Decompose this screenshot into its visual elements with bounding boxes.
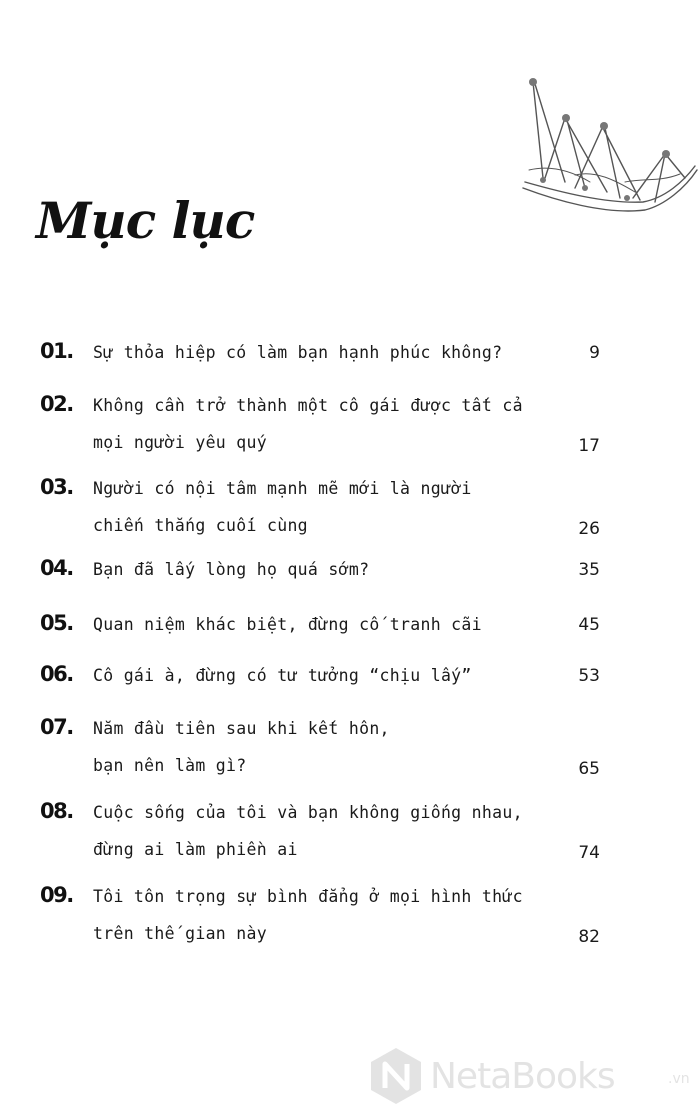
toc-entry-title-line: mọi người yêu quý <box>93 433 267 452</box>
toc-entry-page: 9 <box>589 343 600 363</box>
toc-entry-number: 01. <box>40 339 73 363</box>
page-title: Mục lục <box>36 191 255 250</box>
toc-entry-page: 82 <box>578 927 600 947</box>
toc-entry-title-line: Tôi tôn trọng sự bình đẳng ở mọi hình thức <box>93 887 523 906</box>
toc-entry-page: 35 <box>578 560 600 580</box>
toc-entry-page: 53 <box>578 666 600 686</box>
toc-entry-title-line: Cuộc sống của tôi và bạn không giống nhau, <box>93 803 523 822</box>
watermark-suffix: .vn <box>668 1071 690 1087</box>
toc-entry-number: 02. <box>40 392 73 416</box>
watermark <box>368 1046 698 1106</box>
toc-entry-title-line: Không cần trở thành một cô gái được tất cả <box>93 396 523 415</box>
toc-entry-number: 07. <box>40 715 73 739</box>
toc-entry-number: 08. <box>40 799 73 823</box>
toc-entry-title-line: Quan niệm khác biệt, đừng cố tranh cãi <box>93 615 482 634</box>
toc-entry-title-line: Sự thỏa hiệp có làm bạn hạnh phúc không? <box>93 343 503 362</box>
toc-entry-number: 03. <box>40 475 73 499</box>
netabooks-logo-icon <box>368 1046 424 1106</box>
toc-entry-number: 09. <box>40 883 73 907</box>
toc-entry-title-line: Cô gái à, đừng có tư tưởng “chịu lấy” <box>93 666 472 685</box>
toc-entry-title-line: trên thế gian này <box>93 924 267 943</box>
watermark-brand: NetaBooks <box>430 1056 615 1097</box>
toc-entry-number: 04. <box>40 556 73 580</box>
toc-entry-title-line: đừng ai làm phiền ai <box>93 840 298 859</box>
toc-entry-title-line: Bạn đã lấy lòng họ quá sớm? <box>93 560 370 579</box>
toc-entry-title-line: bạn nên làm gì? <box>93 756 247 775</box>
toc-entry-page: 65 <box>578 759 600 779</box>
toc-entry-title-line: chiến thắng cuối cùng <box>93 516 308 535</box>
toc-entry-page: 26 <box>578 519 600 539</box>
toc-entry-number: 06. <box>40 662 73 686</box>
toc-entry-title-line: Người có nội tâm mạnh mẽ mới là người <box>93 479 472 498</box>
toc-entry-page: 17 <box>578 436 600 456</box>
toc-entry-title-line: Năm đầu tiên sau khi kết hôn, <box>93 719 390 738</box>
toc-entry-number: 05. <box>40 611 73 635</box>
toc-entry-page: 45 <box>578 615 600 635</box>
toc-entry-page: 74 <box>578 843 600 863</box>
